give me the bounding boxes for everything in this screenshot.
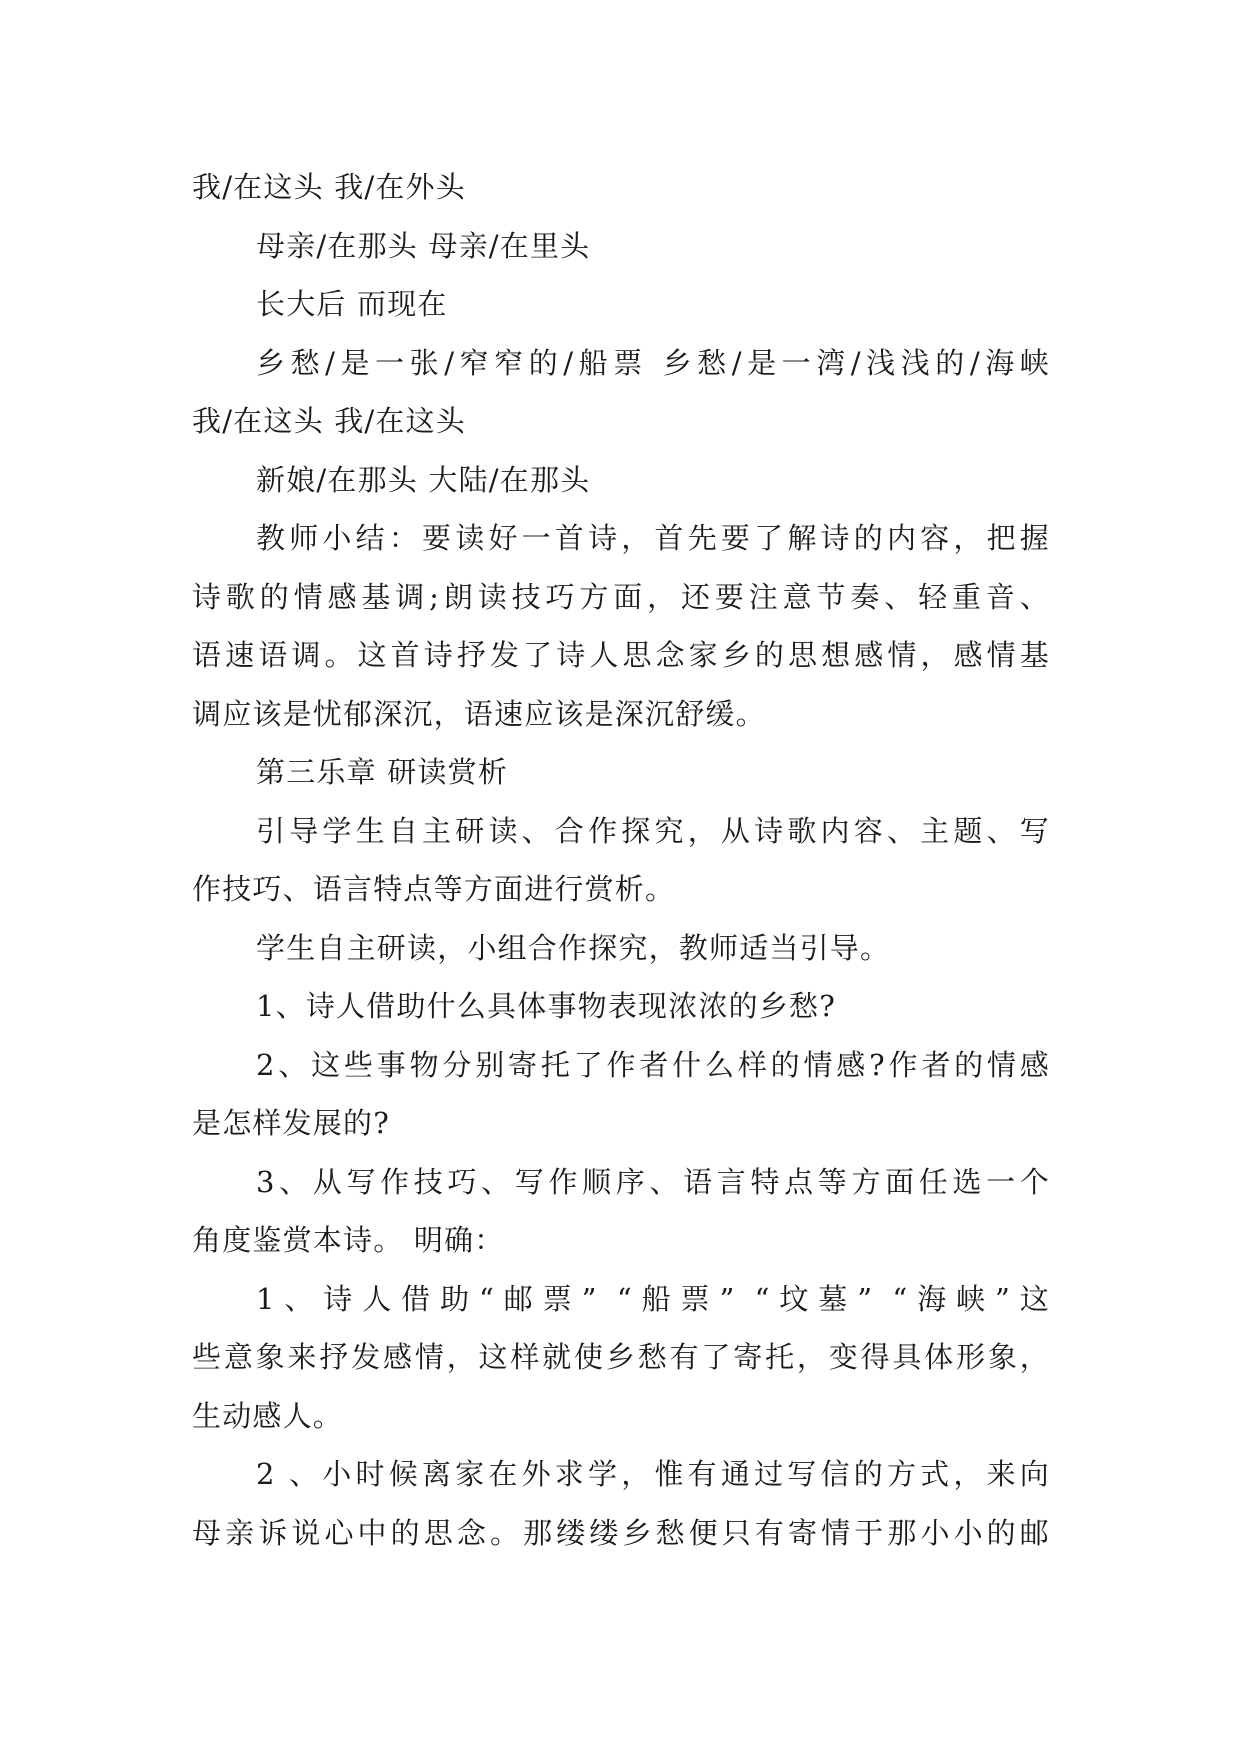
text-line: 语速语调。这首诗抒发了诗人思念家乡的思想感情，感情基 bbox=[192, 638, 1050, 672]
text-line: 是怎样发展的? bbox=[192, 1106, 390, 1140]
question-item: 1、诗人借助什么具体事物表现浓浓的乡愁? bbox=[256, 989, 836, 1023]
document-body bbox=[192, 158, 1050, 1562]
text-line: 教师小结：要读好一首诗，首先要了解诗的内容，把握 bbox=[256, 521, 1050, 555]
text-line: 母亲/在那头 母亲/在里头 bbox=[256, 228, 591, 263]
text-line: 调应该是忧郁深沉，语速应该是深沉舒缓。 bbox=[192, 696, 766, 731]
text-line: 长大后 而现在 bbox=[256, 287, 448, 321]
text-line: 我/在这头 我/在这头 bbox=[192, 404, 466, 438]
text-line: 生动感人。 bbox=[192, 1398, 344, 1433]
text-line: 引导学生自主研读、合作探究，从诗歌内容、主题、写 bbox=[256, 813, 1050, 848]
text-line: 母亲诉说心中的思念。那缕缕乡愁便只有寄情于那小小的邮 bbox=[192, 1515, 1050, 1550]
text-line: 乡愁/是一张/窄窄的/船票 乡愁/是一湾/浅浅的/海峡 bbox=[256, 345, 1050, 380]
text-line: 诗歌的情感基调;朗读技巧方面，还要注意节奏、轻重音、 bbox=[192, 579, 1050, 614]
text-line: 学生自主研读，小组合作探究，教师适当引导。 bbox=[256, 930, 891, 965]
text-line: 角度鉴赏本诗。 明确： bbox=[192, 1223, 505, 1257]
question-item: 2、这些事物分别寄托了作者什么样的情感?作者的情感 bbox=[256, 1047, 1050, 1082]
text-line: 作技巧、语言特点等方面进行赏析。 bbox=[192, 872, 676, 906]
text-line: 我/在这头 我/在外头 bbox=[192, 170, 466, 204]
text-line: 新娘/在那头 大陆/在那头 bbox=[256, 462, 591, 497]
answer-item: 1、诗人借助“邮票” “船票” “坟墓” “海峡”这 bbox=[256, 1281, 1050, 1316]
section-heading: 第三乐章 研读赏析 bbox=[256, 755, 509, 789]
answer-item: 2 、小时候离家在外求学，惟有通过写信的方式，来向 bbox=[256, 1457, 1050, 1491]
question-item: 3、从写作技巧、写作顺序、语言特点等方面任选一个 bbox=[256, 1164, 1050, 1199]
text-line: 些意象来抒发感情，这样就使乡愁有了寄托，变得具体形象， bbox=[192, 1340, 1050, 1374]
